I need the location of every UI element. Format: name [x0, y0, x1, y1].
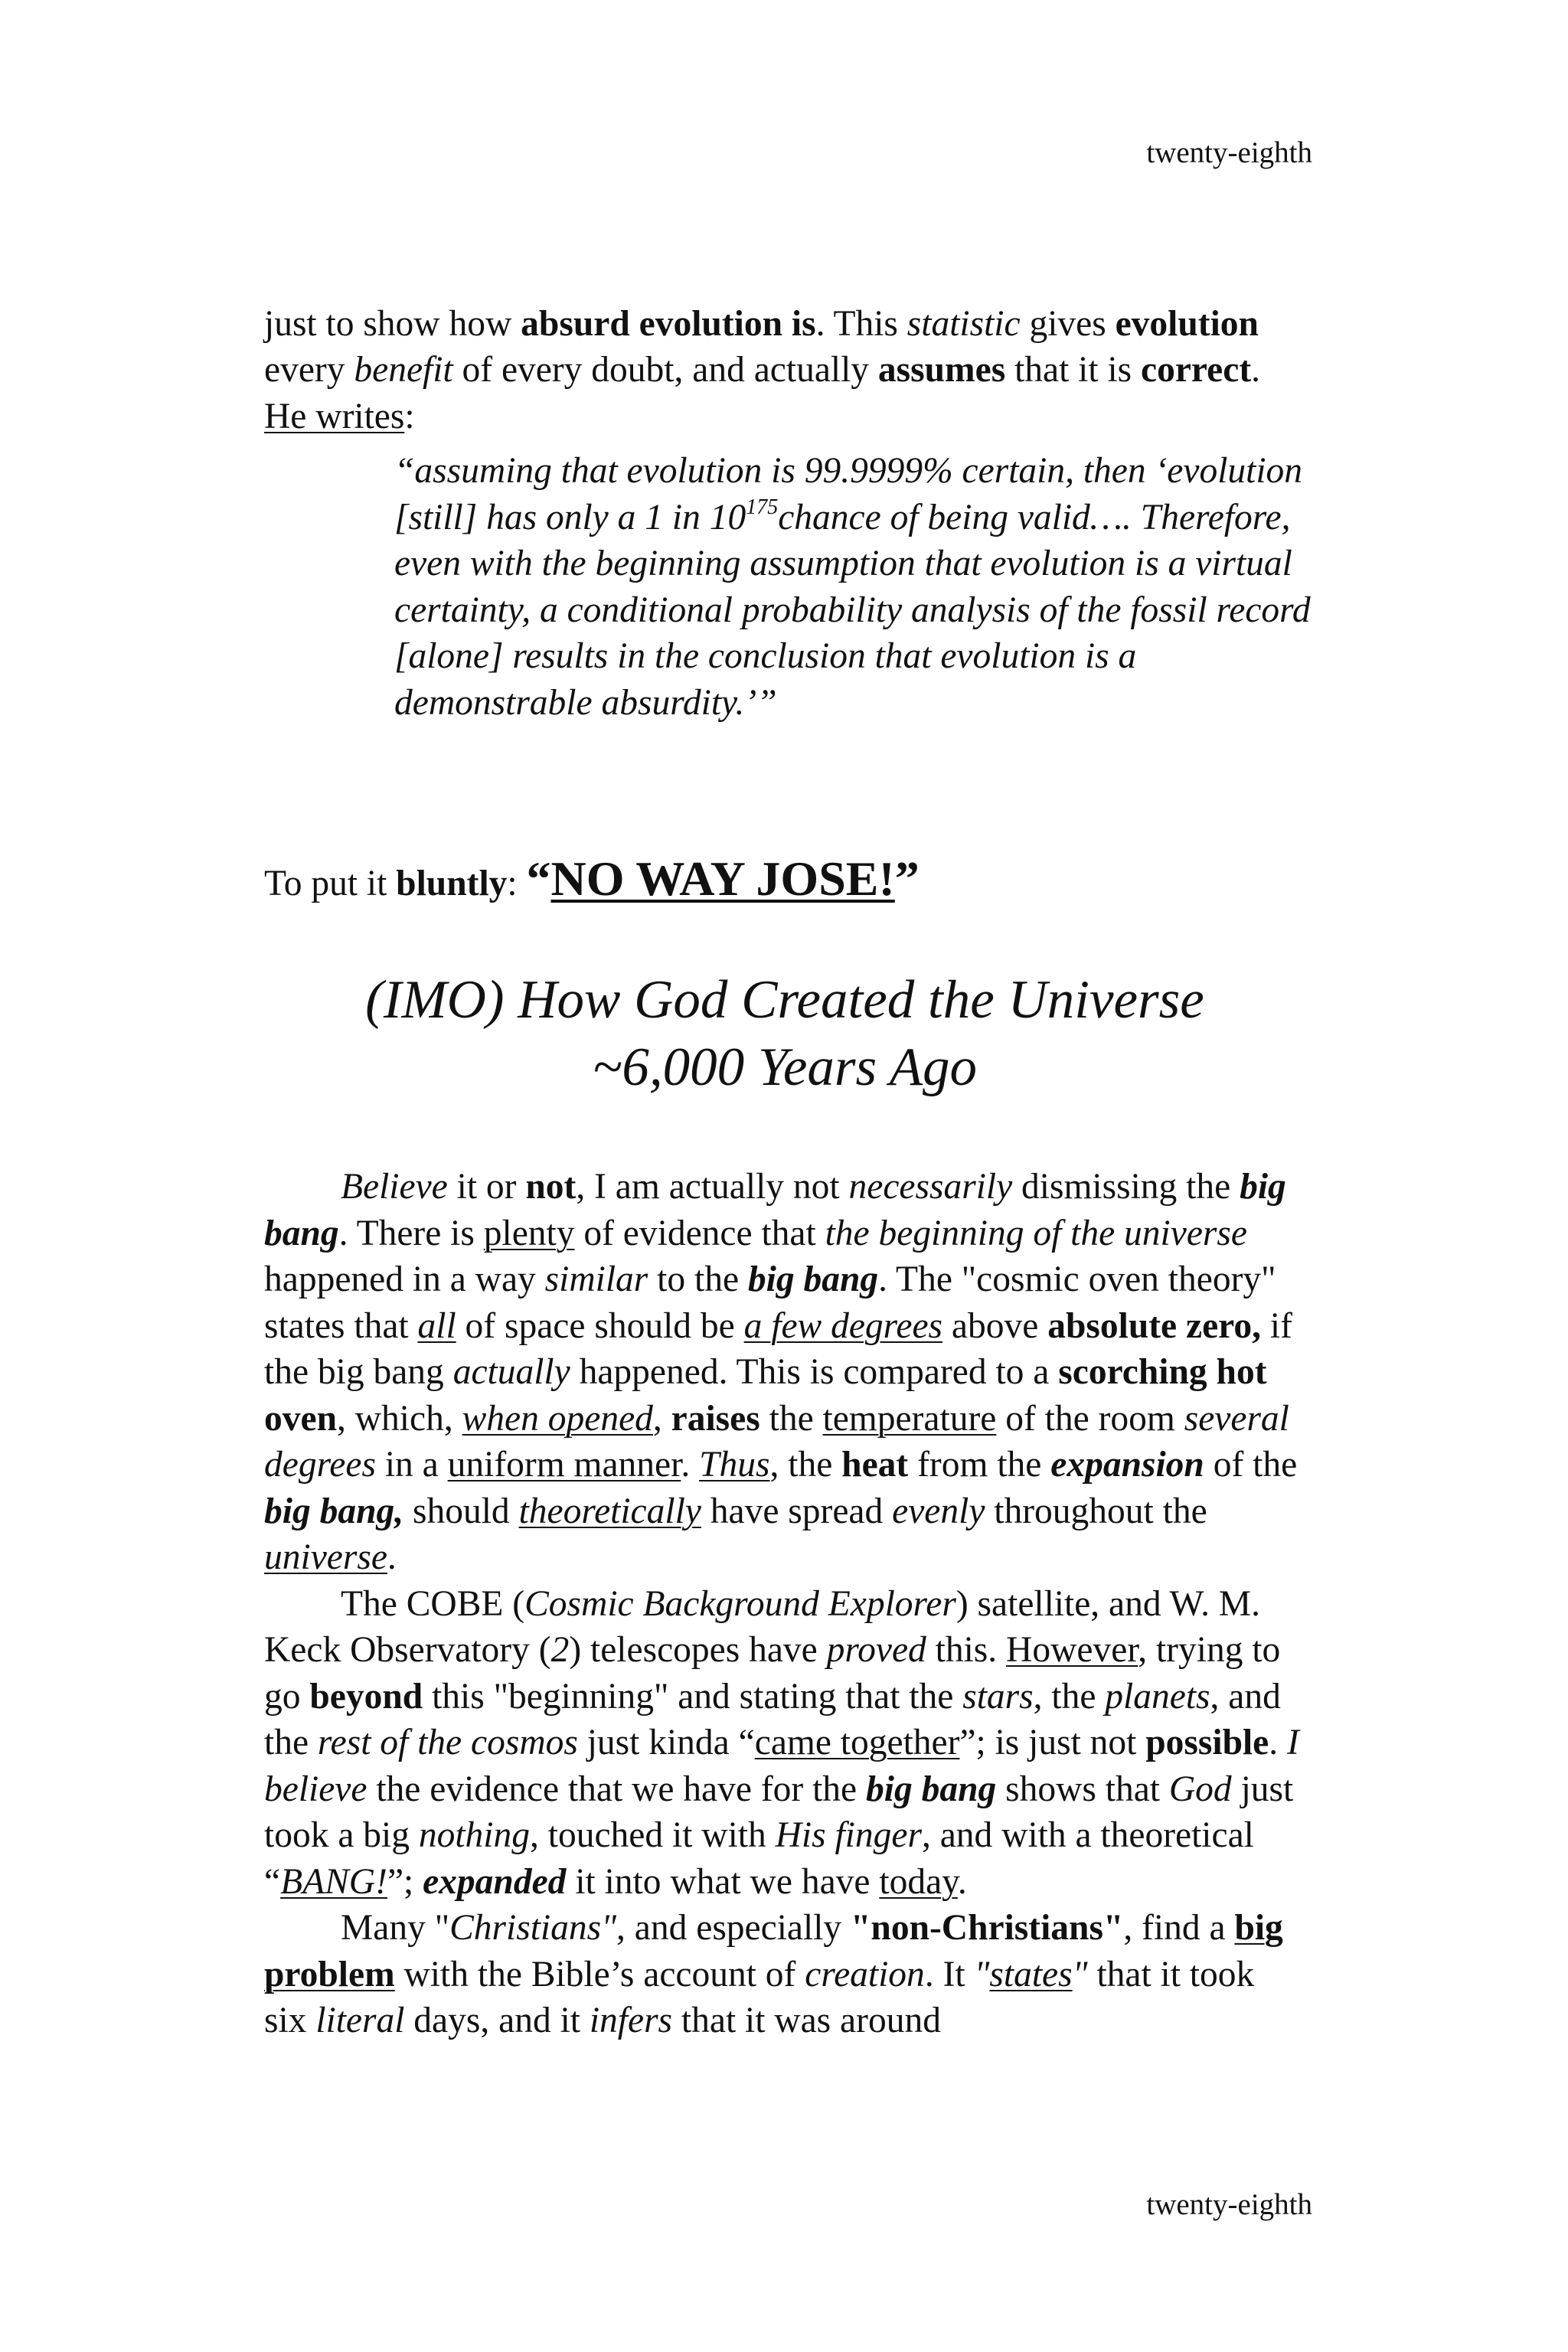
text-run: if the big bang: [264, 1305, 1292, 1392]
text-run: the evidence that we have for the: [367, 1769, 866, 1809]
section-title-line-2: ~6,000 Years Ago: [593, 1037, 977, 1097]
text-run: throughout the: [985, 1491, 1207, 1531]
no-way-jose-exclamation: [526, 851, 919, 906]
main-text: [264, 1164, 1305, 2044]
text-run: uniform manner: [447, 1445, 681, 1485]
text-run: . This: [815, 303, 907, 344]
text-run: benefit: [354, 350, 453, 390]
text-run: , find a: [1123, 1908, 1235, 1948]
text-run: , the: [1033, 1676, 1106, 1717]
blunt-colon: :: [507, 863, 527, 903]
text-run: of evidence that: [574, 1213, 825, 1253]
text-run: .: [1251, 350, 1261, 390]
text-run: expansion: [1050, 1445, 1204, 1485]
text-run: just took a big: [264, 1769, 1294, 1855]
text-run: of the: [1204, 1445, 1298, 1485]
text-run: "non-Christians": [851, 1908, 1124, 1948]
text-run: actually: [452, 1352, 570, 1392]
text-run: big problem: [264, 1908, 1283, 1994]
text-run: creation: [805, 1954, 925, 1994]
text-run: possible: [1145, 1723, 1269, 1762]
text-run: ”;: [387, 1861, 423, 1902]
text-run: just to show how: [264, 303, 521, 344]
running-header: twenty-eighth: [1146, 136, 1312, 169]
text-run: , the: [769, 1445, 842, 1485]
text-run: days, and it: [404, 2001, 590, 2040]
text-run: in a: [375, 1445, 448, 1485]
text-run: to the: [648, 1259, 748, 1299]
text-run: happened. This is compared to a: [570, 1352, 1059, 1392]
text-run: planets: [1105, 1676, 1210, 1717]
text-run: God: [1168, 1769, 1232, 1809]
text-run: , which,: [337, 1398, 462, 1439]
text-run: temperature: [822, 1398, 997, 1439]
text-run: . It: [924, 1954, 975, 1994]
text-run: it or: [447, 1167, 526, 1207]
text-run: ": [974, 1954, 990, 1994]
text-run: when opened: [462, 1398, 653, 1439]
text-run: scorching hot oven: [264, 1352, 1267, 1439]
text-run: rest of the cosmos: [317, 1723, 578, 1762]
blunt-line: [264, 851, 1305, 907]
text-run: big bang,: [264, 1491, 404, 1531]
text-run: absolute zero,: [1047, 1305, 1262, 1346]
text-run: this.: [926, 1630, 1007, 1670]
text-run: correct: [1141, 350, 1252, 390]
text-run: that it was around: [672, 2001, 941, 2040]
quote-text-before: “assuming that evolution is 99.9999% certain, then ‘evolution [still] has only a 1 in 10: [394, 451, 1303, 537]
text-run: :: [404, 396, 415, 436]
text-run: that it is: [1005, 350, 1142, 390]
text-run: raises: [671, 1398, 760, 1439]
text-run: . There is: [338, 1213, 484, 1253]
text-run: .: [957, 1861, 967, 1902]
text-run: of every doubt, and actually: [452, 350, 878, 390]
text-run: I believe: [264, 1723, 1299, 1809]
text-run: , and with a theoretical “: [264, 1815, 1254, 1902]
text-run: big bang: [866, 1769, 997, 1809]
text-run: states: [989, 1954, 1073, 1994]
text-run: necessarily: [848, 1167, 1013, 1207]
text-run: several degrees: [264, 1398, 1289, 1485]
section-title: [264, 966, 1305, 1101]
text-run: ) satellite, and W. M. Keck Observatory (: [264, 1583, 1260, 1670]
quote-text-after: chance of being valid…. Therefore, even with the beginning assumption that evolution is a virtual certainty, a conditional probability analysis of the fossil record [alone] results in the conclusion that evolution is a demonstrable absurdity.’”: [394, 497, 1311, 723]
text-run: should: [403, 1491, 519, 1531]
text-run: expanded: [423, 1861, 567, 1902]
text-run: , trying to go: [264, 1630, 1281, 1717]
text-run: 2: [550, 1630, 570, 1670]
text-run: literal: [315, 2001, 405, 2040]
text-run: big bang: [747, 1259, 879, 1299]
text-run: universe: [264, 1537, 387, 1577]
text-run: However: [1006, 1630, 1138, 1670]
text-run: infers: [589, 2001, 673, 2040]
text-run: evenly: [892, 1491, 985, 1531]
paragraph-christians: [264, 1905, 1305, 2044]
text-run: plenty: [483, 1213, 575, 1253]
text-run: the: [760, 1398, 823, 1439]
text-run: .: [387, 1537, 397, 1577]
text-run: His finger: [775, 1815, 922, 1855]
text-run: Thus: [699, 1445, 770, 1485]
text-run: big bang: [264, 1167, 1286, 1253]
text-run: ) telescopes have: [569, 1630, 827, 1670]
quote-exponent: 175: [746, 495, 779, 519]
text-run: Christians": [449, 1908, 617, 1948]
text-run: this "beginning" and stating that the: [423, 1676, 963, 1717]
text-run: gives: [1020, 303, 1116, 344]
text-run: He writes: [264, 396, 405, 436]
text-run: The COBE (: [341, 1583, 525, 1624]
text-run: all: [417, 1305, 456, 1346]
close-quote-mark: ”: [894, 851, 920, 906]
running-footer: twenty-eighth: [1146, 2188, 1312, 2221]
text-run: BANG!: [280, 1861, 387, 1902]
text-run: above: [942, 1305, 1048, 1346]
text-run: nothing: [418, 1815, 531, 1855]
text-run: , touched it with: [530, 1815, 776, 1855]
text-run: ”; is just not: [959, 1723, 1146, 1762]
text-run: , and especially: [616, 1908, 851, 1948]
text-run: not: [525, 1167, 577, 1207]
text-run: Believe: [341, 1167, 448, 1207]
blunt-prefix: To put it: [264, 863, 397, 903]
text-run: with the Bible’s account of: [394, 1954, 805, 1994]
open-quote-mark: “: [526, 851, 551, 906]
text-run: the beginning of the universe: [825, 1213, 1247, 1253]
text-run: Cosmic Background Explorer: [524, 1583, 956, 1624]
text-run: ": [1072, 1954, 1088, 1994]
text-run: absurd evolution is: [521, 303, 816, 344]
text-run: happened in a way: [264, 1259, 545, 1299]
text-run: shows that: [996, 1769, 1169, 1809]
section-title-line-1: (IMO) How God Created the Universe: [365, 970, 1204, 1030]
text-run: . The "cosmic oven theory" states that: [264, 1259, 1276, 1346]
text-run: just kinda “: [577, 1723, 755, 1762]
text-run: today: [879, 1861, 958, 1902]
text-run: assumes: [877, 350, 1006, 390]
blunt-bold-word: bluntly: [396, 863, 508, 903]
text-run: .: [1269, 1723, 1288, 1762]
text-run: statistic: [906, 303, 1021, 344]
exclamation-text: NO WAY JOSE!: [550, 851, 895, 906]
text-run: it into what we have: [566, 1861, 880, 1902]
text-run: Many ": [341, 1908, 450, 1948]
block-quote: [394, 448, 1313, 726]
paragraph-big-bang: [264, 1164, 1305, 1581]
text-run: .: [681, 1445, 700, 1485]
text-run: beyond: [309, 1676, 423, 1717]
text-run: similar: [544, 1259, 648, 1299]
text-run: stars: [962, 1676, 1034, 1717]
text-run: dismissing the: [1012, 1167, 1240, 1207]
text-run: evolution: [1115, 303, 1259, 344]
text-run: from the: [908, 1445, 1051, 1485]
text-run: ,: [652, 1398, 671, 1439]
text-run: , and the: [264, 1676, 1281, 1762]
paragraph-cobe: [264, 1581, 1305, 1906]
intro-paragraph: [264, 301, 1305, 440]
text-run: came together: [754, 1723, 960, 1762]
text-run: theoretically: [518, 1491, 701, 1531]
text-run: proved: [826, 1630, 926, 1670]
text-run: have spread: [701, 1491, 893, 1531]
text-run: of space should be: [456, 1305, 744, 1346]
text-run: that it took six: [264, 1954, 1255, 2040]
text-run: heat: [841, 1445, 909, 1485]
text-run: a few degrees: [743, 1305, 943, 1346]
text-run: of the room: [996, 1398, 1184, 1439]
text-run: , I am actually not: [576, 1167, 849, 1207]
text-run: every: [264, 350, 354, 390]
